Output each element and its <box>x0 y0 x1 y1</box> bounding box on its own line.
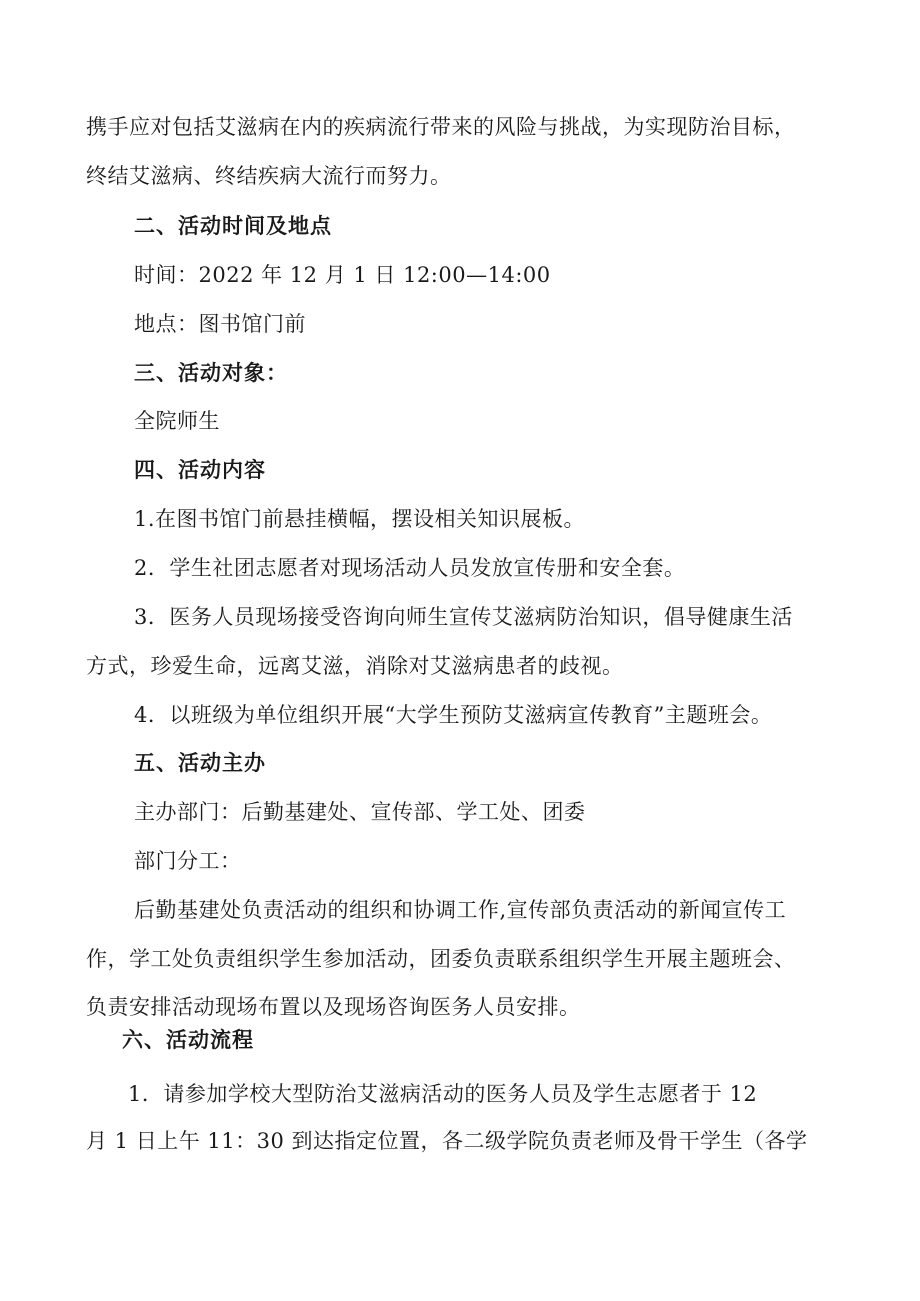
intro-line-2: 终结艾滋病、终结疾病大流行而努力。 <box>86 164 452 188</box>
content-item-2: 2．学生社团志愿者对现场活动人员发放宣传册和安全套。 <box>134 556 686 580</box>
content-item-4: 4．以班级为单位组织开展“大学生预防艾滋病宣传教育”主题班会。 <box>134 703 773 727</box>
section-2-heading: 二、活动时间及地点 <box>134 214 332 238</box>
organizers: 主办部门：后勤基建处、宣传部、学工处、团委 <box>134 800 586 824</box>
event-target: 全院师生 <box>134 409 220 433</box>
event-time: 时间：2022 年 12 月 1 日 12:00—14:00 <box>134 263 551 287</box>
section-3-heading: 三、活动对象： <box>134 361 288 385</box>
content-item-3-line-1: 3．医务人员现场接受咨询向师生宣传艾滋病防治知识，倡导健康生活 <box>134 605 793 629</box>
division-line-2: 作，学工处负责组织学生参加活动，团委负责联系组织学生开展主题班会、 <box>86 947 796 971</box>
process-item-1-line-2: 月 1 日上午 11：30 到达指定位置，各二级学院负责老师及骨干学生（各学 <box>86 1129 808 1153</box>
division-line-1: 后勤基建处负责活动的组织和协调工作,宣传部负责活动的新闻宣传工 <box>134 898 787 922</box>
intro-line-1: 携手应对包括艾滋病在内的疾病流行带来的风险与挑战，为实现防治目标， <box>86 115 796 139</box>
content-item-3-line-2: 方式，珍爱生命，远离艾滋，消除对艾滋病患者的歧视。 <box>86 654 624 678</box>
division-line-3: 负责安排活动现场布置以及现场咨询医务人员安排。 <box>86 995 581 1019</box>
section-6-heading: 六、活动流程 <box>122 1028 254 1052</box>
content-item-1: 1.在图书馆门前悬挂横幅，摆设相关知识展板。 <box>134 507 586 531</box>
section-4-heading: 四、活动内容 <box>134 458 266 482</box>
section-5-heading: 五、活动主办 <box>134 751 266 775</box>
process-item-1-line-1: 1．请参加学校大型防治艾滋病活动的医务人员及学生志愿者于 12 <box>128 1082 758 1106</box>
event-place: 地点：图书馆门前 <box>134 312 306 336</box>
division-label: 部门分工： <box>134 849 242 873</box>
